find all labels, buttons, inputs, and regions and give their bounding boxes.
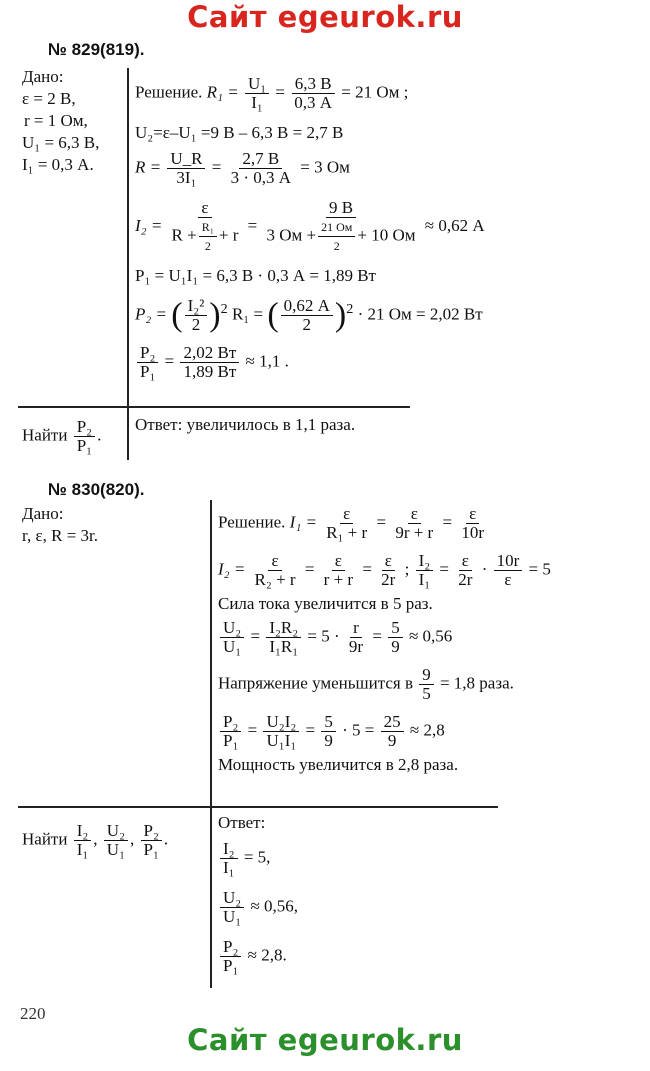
vertical-divider [127, 68, 129, 460]
problem-830-header: № 830(820). [48, 480, 145, 499]
horizontal-divider [18, 806, 498, 808]
given-line: r, ε, R = 3r. [22, 526, 99, 545]
given-line: r = 1 Ом, [24, 111, 88, 130]
given-line: I₁ = 0,3 А. [22, 155, 94, 174]
fraction: $\frac{6,3 В}{0,3 А}$ [291, 75, 335, 112]
eq-p: $\frac{\text{P₂}}{\text{P₁}}$ = $\frac{\text{U₂I₂}}{\text{U₁I₁}}$ = $\frac{5}{9}$ · 5 = $\frac{25}{9}$ ≈ 2,8 [218, 713, 551, 750]
problem-830-solution [218, 505, 551, 776]
eq-p2: P₂ = ( $\frac{\text{I₂²}}{2}$ )$^2$ R₁ = ( $\frac{0,62 А}{2}$ )$^2$ · 21 Ом = 2,02 Вт [135, 296, 483, 334]
eq-u2: U₂=ε–U₁ =9 В – 6,3 В = 2,7 В [135, 123, 344, 142]
page-number: 220 [20, 1004, 46, 1023]
vertical-divider [210, 500, 212, 988]
eq-r: R = $\frac{U\_R}{\text{3I₁}}$ = $\frac{2,7 В}{3 \cdot 0,3 А}$ = 3 Ом [135, 149, 350, 187]
text-power: Мощность увеличится в 2,8 раза. [218, 755, 459, 774]
site-banner-bottom: Сайт egeurok.ru [187, 1023, 463, 1057]
site-banner-top: Сайт egeurok.ru [187, 0, 463, 34]
eq-p1: P₁ = U₁I₁ = 6,3 В · 0,3 А = 1,89 Вт [135, 266, 376, 285]
answer-item: $\frac{\text{U₂}}{\text{U₁}}$ ≈ 0,56, [218, 889, 298, 926]
answer-item: $\frac{\text{I₂}}{\text{I₁}}$ = 5, [218, 840, 298, 877]
given-line: ε = 2 В, [22, 89, 76, 108]
answer-item: $\frac{\text{P₂}}{\text{P₁}}$ ≈ 2,8. [218, 938, 298, 975]
fraction: $\frac{\text{U₁}}{\text{I₁}}$ [245, 75, 269, 112]
problem-829-solution [135, 75, 485, 381]
text-current: Сила тока увеличится в 5 раз. [218, 594, 433, 613]
problem-829-answer: Ответ: увеличилось в 1,1 раза. [135, 415, 356, 434]
eq-i1: Решение. I₁ = $\frac{\varepsilon}{\text{R₁ + r}}$ = $\frac{\varepsilon}{9r + r}$ = $\frac{\varepsilon}{10r}$ [218, 504, 484, 542]
answer-label: Ответ: [218, 813, 266, 832]
problem-829-find: Найти $\frac{\text{P₂}}{\text{P₁}}$ . [22, 417, 102, 455]
text-voltage: Напряжение уменьшится в $\frac{9}{5}$ = 1,8 раза. [218, 665, 514, 703]
eq-u: $\frac{\text{U₂}}{\text{U₁}}$ = $\frac{\text{I₂R₂}}{\text{I₁R₁}}$ = 5 · $\frac{r}{9r}$ = $\frac{5}{9}$ ≈ 0,56 [218, 619, 551, 656]
problem-829-given [22, 66, 99, 176]
eq-r1: Решение. R₁ = $\frac{\text{U₁}}{\text{I₁}}$ = $\frac{6,3 В}{0,3 А}$ = 21 Ом ; [135, 74, 409, 112]
problem-830-answer [218, 812, 298, 975]
problem-829-header: № 829(819). [48, 40, 145, 59]
eq-ratio: $\frac{\text{P₂}}{\text{P₁}}$ = $\frac{2,02 Вт}{1,89 Вт}$ ≈ 1,1 . [135, 344, 485, 381]
given-line: U₁ = 6,3 В, [22, 133, 100, 152]
eq-i2: I₂ = ε R + $\frac{\text{R₁}}{2}$ + r = 9 В 3 Ом + $\frac{21 Ом}{2}$ + 10 Ом ≈ 0,62 А [135, 198, 485, 253]
problem-830-given [22, 503, 98, 547]
given-line: Дано: [22, 67, 64, 86]
horizontal-divider [18, 406, 410, 408]
eq-i2: I₂ = $\frac{\varepsilon}{\text{R₂ + r}}$ = $\frac{\varepsilon}{r + r}$ = $\frac{\varepsilon}{2r}$ ; $\frac{\text{I₂}}{\text{I₁}}$ = $\frac{\varepsilon}{2r}$ · $\frac{10r}{\varepsilon}$ = 5 [218, 551, 551, 589]
given-line: Дано: [22, 504, 64, 523]
problem-830-find: Найти $\frac{\text{I₂}}{\text{I₁}}$ , $\frac{\text{U₂}}{\text{U₁}}$ , $\frac{\text{P₂}}{\text{P₁}}$ . [22, 821, 169, 859]
